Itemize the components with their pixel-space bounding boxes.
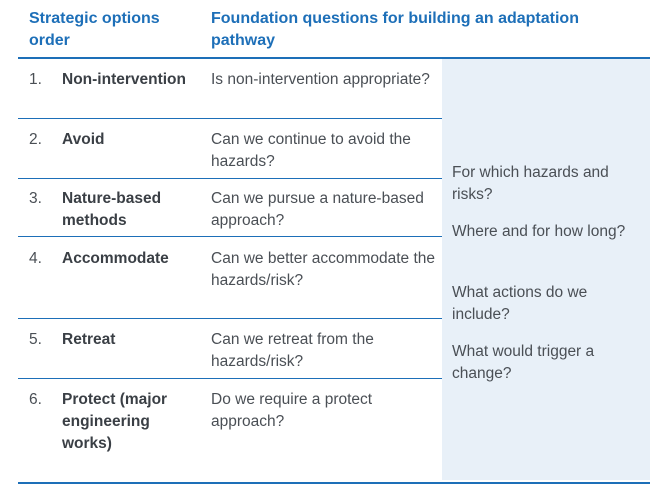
header-foundation-questions: Foundation questions for building an adaptation pathway — [211, 10, 579, 49]
table-header — [18, 0, 650, 58]
row-number: 5. — [29, 331, 42, 348]
option-name: Retreat — [62, 331, 116, 348]
row-number: 2. — [29, 131, 42, 148]
header-strategic-options: Strategic options order — [29, 10, 160, 49]
row-divider — [18, 118, 442, 119]
common-questions-panel — [442, 59, 650, 480]
option-question: Can we continue to avoid the hazards? — [211, 131, 411, 170]
table-bottom-divider — [18, 482, 650, 484]
row-number: 6. — [29, 391, 42, 408]
option-question: Can we retreat from the hazards/risk? — [211, 331, 374, 370]
row-number: 1. — [29, 71, 42, 88]
option-question: Can we pursue a nature-based approach? — [211, 190, 424, 229]
option-question: Can we better accommodate the hazards/risk? — [211, 250, 436, 289]
row-divider — [18, 178, 442, 179]
option-question: Is non-intervention appropriate? — [211, 71, 430, 88]
row-divider — [18, 318, 442, 319]
option-name: Non-intervention — [62, 71, 186, 88]
row-divider — [18, 378, 442, 379]
option-name: Nature-based methods — [62, 190, 162, 229]
row-number: 4. — [29, 250, 42, 267]
adaptation-options-table — [18, 0, 650, 484]
option-name: Avoid — [62, 131, 105, 148]
common-question: What actions do we include? — [452, 284, 588, 323]
common-question: Where and for how long? — [452, 223, 626, 240]
option-name: Protect (major engineering works) — [62, 391, 168, 452]
option-name: Accommodate — [62, 250, 169, 267]
common-question: What would trigger a change? — [452, 343, 595, 382]
option-question: Do we require a protect approach? — [211, 391, 373, 430]
row-number: 3. — [29, 190, 42, 207]
row-divider — [18, 236, 442, 237]
common-question: For which hazards and risks? — [452, 164, 609, 203]
